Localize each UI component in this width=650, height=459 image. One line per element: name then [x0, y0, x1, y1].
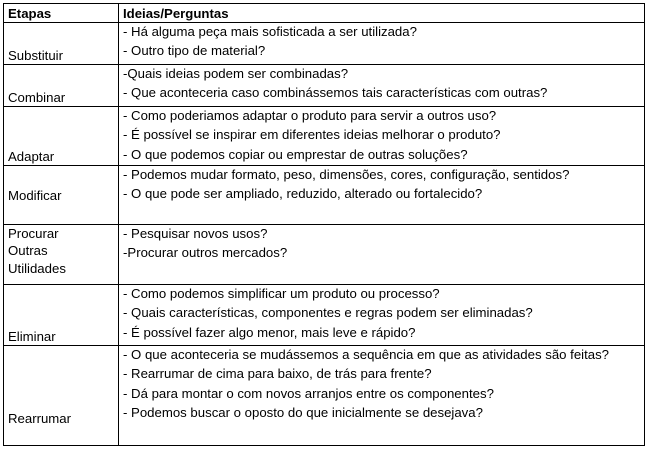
ideas-cell — [119, 107, 645, 166]
stage-name: Modificar — [8, 187, 62, 203]
ideas-cell — [119, 346, 645, 446]
idea-item: - Outro tipo de material? — [123, 43, 266, 59]
ideas-cell — [119, 285, 645, 346]
idea-item: - Há alguma peça mais sofisticada a ser utilizada? — [123, 24, 417, 40]
table-row-rearrumar — [4, 346, 645, 446]
idea-item: - O que aconteceria se mudássemos a sequência em que as atividades são feitas? — [123, 347, 610, 363]
table-row-procurar-outras-utilidades — [4, 225, 645, 285]
stage-cell — [4, 107, 119, 166]
header-ideas-questions: Ideias/Perguntas — [119, 4, 645, 23]
idea-item: - Rearrumar de cima para baixo, de trás para frente? — [123, 366, 432, 382]
idea-item: -Quais ideias podem ser combinadas? — [123, 66, 349, 82]
table-row-adaptar — [4, 107, 645, 166]
stage-name: Combinar — [8, 90, 66, 105]
table-row-modificar — [4, 166, 645, 225]
idea-item: - Como podemos simplificar um produto ou processo? — [123, 286, 440, 302]
ideas-cell — [119, 65, 645, 107]
stage-name: Adaptar — [8, 149, 55, 164]
ideas-cell — [119, 166, 645, 225]
idea-item: - É possível fazer algo menor, mais leve e rápido? — [123, 324, 416, 340]
idea-item: - Como poderiamos adaptar o produto para servir a outros uso? — [123, 108, 497, 124]
table-row-eliminar — [4, 285, 645, 346]
idea-item: - O que pode ser ampliado, reduzido, alterado ou fortalecido? — [123, 186, 483, 202]
stage-name-line: Procurar — [8, 226, 59, 242]
idea-item: - O que podemos copiar ou emprestar de outras soluções? — [123, 146, 468, 162]
idea-item: - Podemos mudar formato, peso, dimensões, cores, configuração, sentidos? — [123, 167, 570, 183]
idea-item: - Quais características, componentes e regras podem ser eliminadas? — [123, 305, 533, 321]
table-header-row — [4, 4, 645, 23]
stage-cell — [4, 166, 119, 225]
idea-item: - Dá para montar o com novos arranjos entre os componentes? — [123, 385, 494, 401]
idea-item: - Que aconteceria caso combinássemos tais características com outras? — [123, 85, 548, 101]
header-stages: Etapas — [4, 4, 119, 23]
stage-name: Substituir — [8, 48, 63, 63]
ideas-cell — [119, 23, 645, 65]
idea-item: - Podemos buscar o oposto do que inicialmente se desejava? — [123, 404, 483, 420]
stage-cell — [4, 65, 119, 107]
stage-name: Rearrumar — [8, 411, 72, 426]
stage-cell — [4, 23, 119, 65]
ideas-cell — [119, 225, 645, 285]
scamper-table — [3, 3, 645, 446]
stage-cell — [4, 225, 119, 285]
stage-name-line: Utilidades — [8, 260, 66, 276]
stage-cell — [4, 285, 119, 346]
idea-item: - Pesquisar novos usos? — [123, 226, 268, 242]
table-row-combinar — [4, 65, 645, 107]
idea-item: - É possível se inspirar em diferentes ideias melhorar o produto? — [123, 127, 501, 143]
stage-name-line: Outras — [8, 243, 48, 259]
stage-name: Eliminar — [8, 329, 56, 344]
idea-item: -Procurar outros mercados? — [123, 245, 288, 261]
stage-cell — [4, 346, 119, 446]
table-row-substituir — [4, 23, 645, 65]
